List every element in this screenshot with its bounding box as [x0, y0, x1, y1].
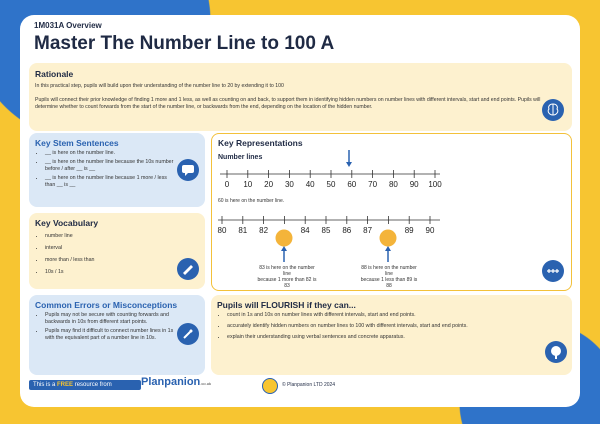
brand-tld: .co.uk — [200, 381, 211, 386]
line1-label: 100 — [428, 180, 442, 189]
line2-label: 90 — [425, 226, 435, 235]
list-item: • Pupils may find it difficult to connect number lines in 1s with the equivalent part of a number line in 10s. — [45, 328, 180, 342]
line1-label: 40 — [305, 180, 315, 189]
number-lines-title: Number lines — [218, 154, 263, 161]
line2-label: 81 — [238, 226, 248, 235]
caption-88-line2: because 1 less than 89 is 88 — [360, 277, 418, 289]
line2-label: 84 — [300, 226, 310, 235]
lesson-code: 1M031A Overview — [34, 21, 102, 30]
line2-label: 87 — [363, 226, 373, 235]
flourish-panel — [211, 295, 572, 375]
rationale-heading: Rationale — [35, 69, 74, 79]
planpanion-badge-icon — [262, 378, 278, 394]
rationale-panel — [29, 63, 572, 131]
line1-label: 50 — [326, 180, 336, 189]
list-item: • accurately identify hidden numbers on number lines to 100 with different intervals, start and end points. — [227, 323, 527, 330]
caption-88 — [358, 265, 420, 289]
brain-icon — [542, 99, 564, 121]
line1-label: 60 — [347, 180, 357, 189]
caption-83-line2: because 1 more than 82 is 83 — [257, 277, 317, 289]
list-item: • count in 1s and 10s on number lines with different intervals, start and end points. — [227, 312, 527, 319]
page-title: Master The Number Line to 100 A — [34, 33, 335, 54]
rationale-text-1: In this practical step, pupils will build upon their understanding of the number line to 20 by extending it to 100 — [35, 83, 284, 89]
errors-list — [35, 312, 180, 344]
line2-label: 82 — [259, 226, 269, 235]
hidden-number-marker-88 — [380, 230, 397, 247]
speech-icon — [177, 159, 199, 181]
line2-label: 85 — [321, 226, 331, 235]
stem-list — [35, 150, 175, 191]
list-item: • __ is here on the number line because 1 more / less than __ is __ — [45, 175, 175, 189]
line1-label: 10 — [243, 180, 253, 189]
vocab-list — [35, 233, 165, 278]
free-resource-banner — [29, 380, 141, 390]
keyrep-heading: Key Representations — [218, 138, 303, 148]
line1-label: 30 — [284, 180, 294, 189]
line1-label: 0 — [224, 180, 230, 189]
list-item: • interval — [45, 245, 165, 252]
line2-label: 80 — [217, 226, 227, 235]
line1-label: 20 — [264, 180, 274, 189]
caption-83-line1: 83 is here on the number line — [259, 265, 315, 277]
list-item: • explain their understanding using verbal sentences and concrete apparatus. — [227, 334, 527, 341]
stem-sentences-panel — [29, 133, 205, 207]
hidden-number-marker-83 — [276, 230, 293, 247]
errors-panel — [29, 295, 205, 375]
list-item: • more than / less than — [45, 257, 165, 264]
free-word: FREE — [57, 382, 74, 388]
flourish-heading: Pupils will FLOURISH if they can... — [217, 300, 356, 310]
copyright: © Planpanion LTD 2024 — [282, 382, 336, 388]
stem-heading: Key Stem Sentences — [35, 138, 119, 148]
vocabulary-panel — [29, 213, 205, 289]
errors-heading: Common Errors or Misconceptions — [35, 300, 178, 310]
list-item: • __ is here on the number line. — [45, 150, 175, 157]
list-item: • 10s / 1s — [45, 269, 165, 276]
list-item: • __ is here on the number line because the 10s number before / after __ is __ — [45, 159, 175, 173]
tree-icon — [545, 341, 567, 363]
flourish-list — [217, 312, 527, 343]
line2-label: 89 — [404, 226, 414, 235]
key-representations-panel — [211, 133, 572, 291]
caption-60: 60 is here on the number line. — [218, 198, 285, 204]
free-prefix: This is a — [33, 382, 58, 388]
planpanion-logo[interactable] — [141, 376, 211, 388]
free-suffix: resource from — [73, 382, 112, 388]
line1-label: 70 — [368, 180, 378, 189]
brand-name: Planpanion — [141, 376, 201, 388]
pencil-icon — [177, 323, 199, 345]
line1-label: 90 — [409, 180, 419, 189]
line2-label: 86 — [342, 226, 352, 235]
number-line-icon — [542, 260, 564, 282]
caption-88-line1: 88 is here on the number line — [361, 265, 417, 277]
vocab-heading: Key Vocabulary — [35, 218, 99, 228]
rationale-text-2: Pupils will connect their prior knowledge of finding 1 more and 1 less, as well as counting on and back, to support them in identifying hidden numbers on number lines with different intervals, start and end points. Pupils will determine whether to count forwards from the start of the number line, or backwards from the end, depending on the location of the hidden number. — [35, 97, 541, 110]
list-item: • Pupils may not be secure with counting forwards and backwards in 10s from different start points. — [45, 312, 180, 326]
list-item: • number line — [45, 233, 165, 240]
line1-label: 80 — [388, 180, 398, 189]
book-icon — [177, 258, 199, 280]
caption-83 — [256, 265, 318, 289]
